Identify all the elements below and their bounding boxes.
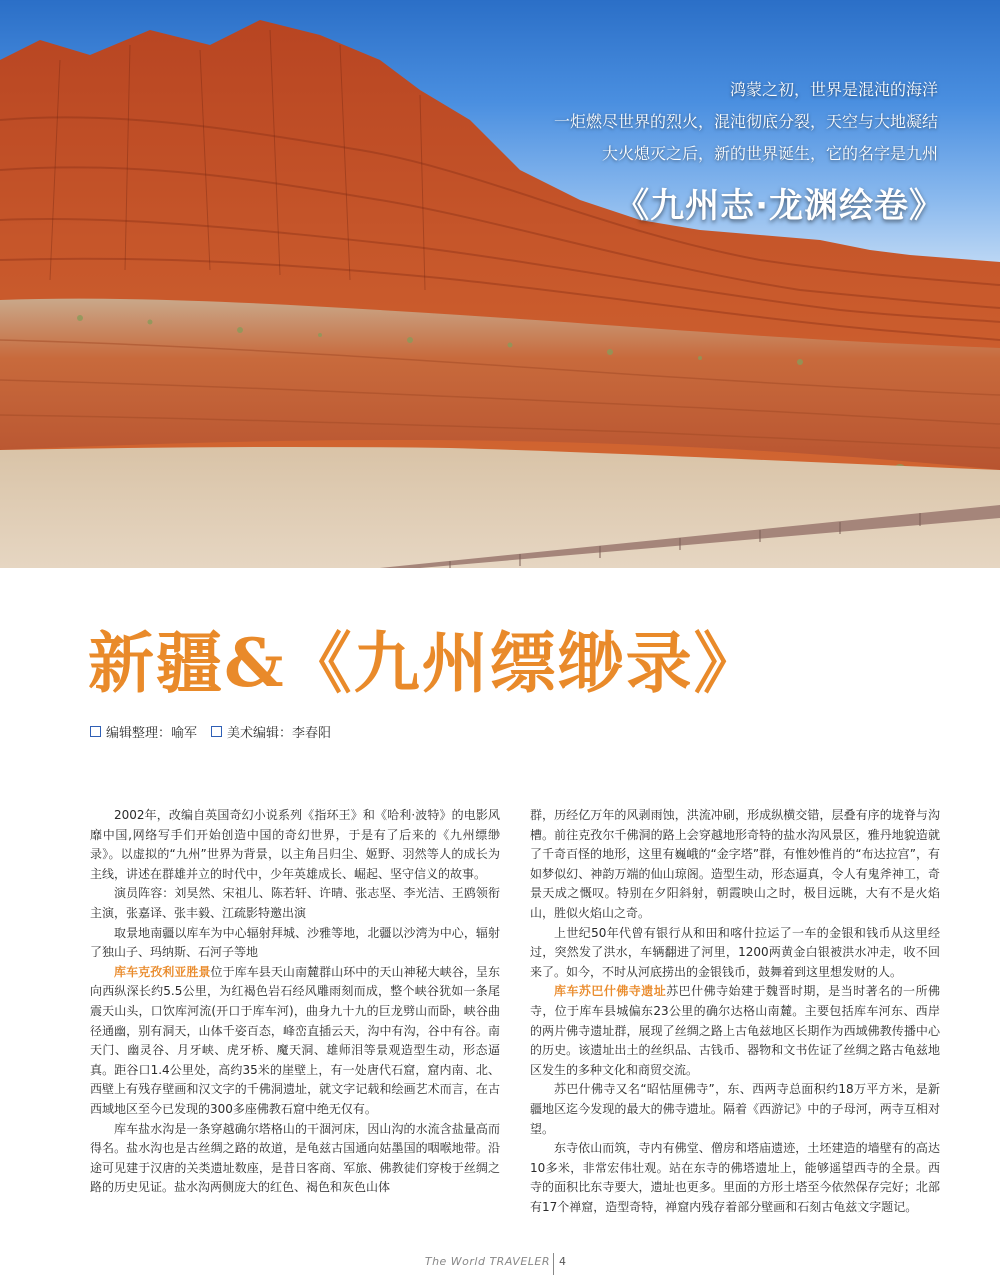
poem-line: 鸿蒙之初，世界是混沌的海洋	[729, 80, 938, 99]
paragraph-text: 位于库车县天山南麓群山环中的天山神秘大峡谷，呈东向西纵深长约5.5公里，为红褐色岩石经风雕雨刻而成，整个峡谷犹如一条尾震天山头，口饮库河流(开口于库车河)，曲身九十九的巨龙劈山而卧，峡谷曲径通幽，别有洞天，山体千姿百态，峰峦直插云天，沟中有沟，谷中有谷。南天门、幽灵谷、月牙峡、虎牙桥、魔天洞、雄师泪等景观造型生动，形态逼真。距谷口1.4公里处，高约35米的崖壁上，有一处唐代石窟，窟内南、北、西壁上有残存壁画和汉文字的千佛洞遗址，就文字记载和绘画艺术而言，在古西域地区至今已发现的300多座佛教石窟中绝无仅有。	[90, 964, 500, 1116]
paragraph	[530, 982, 940, 1080]
paragraph-text: 2002年，改编自英国奇幻小说系列《指环王》和《哈利·波特》的电影风靡中国,网络写手们开始创造中国的奇幻世界，于是有了后来的《九州缥缈录》。以虚拟的“九州”世界为背景，以主角吕归尘、姬野、羽然等人的成长为主线，讲述在群雄并立的时代中，少年英雄成长、崛起、坚守信义的故事。	[90, 808, 500, 881]
paragraph	[530, 1139, 940, 1217]
valley-floor	[0, 447, 1000, 568]
credit-art-editor	[211, 722, 331, 741]
credit-editor	[90, 722, 197, 741]
paragraph-text: 苏巴什佛寺又名“昭怙厘佛寺”，东、西两寺总面积约18万平方米，是新疆地区迄今发现的最大的佛寺遗址。隔着《西游记》中的子母河，两寺互相对望。	[530, 1082, 940, 1136]
page-footer	[0, 1253, 1000, 1277]
paragraph	[90, 963, 500, 1120]
paragraph-text: 上世纪50年代曾有银行从和田和喀什拉运了一车的金银和钱币从这里经过，突然发了洪水，车辆翻进了河里，1200两黄金白银被洪水冲走，收不回来了。如今，不时从河底捞出的金银钱币，鼓舞着到这里想发财的人。	[530, 925, 940, 979]
poem-line: 一炬燃尽世界的烈火，混沌彻底分裂，天空与大地凝结	[553, 112, 938, 131]
right-column	[530, 806, 940, 1217]
paragraph-text: 东寺依山而筑，寺内有佛堂、僧房和塔庙遗迹，土坯建造的墙壁有的高达10多米，非常宏伟壮观。站在东寺的佛塔遗址上，能够遥望西寺的全景。西寺的面积比东寺要大，遗址也更多。里面的方形土塔至今依然保存完好；北部有17个禅窟，造型奇特，禅窟内残存着部分壁画和石刻古龟兹文字题记。	[530, 1141, 940, 1214]
paragraph-highlight: 库车克孜利亚胜景	[114, 964, 211, 979]
hero-photo	[0, 0, 1000, 568]
paragraph	[530, 924, 940, 983]
paragraph	[90, 806, 500, 884]
article-title: 新疆&《九州缥缈录》	[88, 624, 762, 702]
paragraph-text: 取景地南疆以库车为中心辐射拜城、沙雅等地，北疆以沙湾为中心，辐射了独山子、玛纳斯、石河子等地	[90, 925, 500, 960]
square-bullet-icon	[90, 726, 101, 737]
paragraph	[90, 884, 500, 923]
square-bullet-icon	[211, 726, 222, 737]
poem-line: 大火熄灭之后，新的世界诞生，它的名字是九州	[601, 144, 938, 163]
paragraph-text: 演员阵容：刘昊然、宋祖儿、陈若轩、许晴、张志坚、李光洁、王鸥领衔主演，张嘉译、张丰毅、江疏影特邀出演	[90, 886, 500, 920]
credit-art-editor-text: 美术编辑：李春阳	[227, 726, 332, 741]
footer-divider	[553, 1253, 554, 1275]
paragraph-text: 库车盐水沟是一条穿越确尔塔格山的干涸河床，因山沟的水流含盐量高而得名。盐水沟也是古丝绸之路的故道，是龟兹古国通向姑墨国的咽喉地带。沿途可见建于汉唐的关类遗址数座，是昔日客商、军旅、佛教徒们穿梭于丝绸之路的历史见证。盐水沟两侧庞大的红色、褐色和灰色山体	[90, 1121, 500, 1195]
paragraph-text: 苏巴什佛寺始建于魏晋时期，是当时著名的一所佛寺，位于库车县城偏东23公里的确尔达格山南麓。主要包括库车河东、西岸的两片佛寺遗址群，展现了丝绸之路上古龟兹地区长期作为西域佛教传播中心的历史。该遗址出土的丝织品、古钱币、器物和文书佐证了丝绸之路古龟兹地区发生的多种文化和商贸交流。	[530, 984, 940, 1077]
left-column	[90, 806, 500, 1198]
hero-title: 《九州志·龙渊绘卷》	[615, 186, 944, 226]
paragraph-highlight: 库车苏巴什佛寺遗址	[554, 984, 667, 999]
paragraph	[90, 924, 500, 963]
credit-editor-text: 编辑整理：喻军	[106, 726, 198, 741]
hero-poem	[554, 74, 938, 170]
page-number: 4	[559, 1255, 566, 1268]
paragraph	[530, 1080, 940, 1139]
credits	[90, 722, 345, 741]
magazine-brand: The World TRAVELER	[424, 1255, 550, 1268]
paragraph-text: 群，历经亿万年的风剥雨蚀，洪流冲刷，形成纵横交错，层叠有序的垅脊与沟槽。前往克孜尔千佛洞的路上会穿越地形奇特的盐水沟风景区，雅丹地貌造就了千奇百怪的地形，这里有巍峨的“金字塔”群，有惟妙惟肖的“布达拉宫”，有如梦似幻、神韵万端的仙山琼阁。造型生动，形态逼真，令人有鬼斧神工，奇景天成之慨叹。特别在夕阳斜射，朝霞映山之时，极目远眺，大有不是火焰山，胜似火焰山之奇。	[530, 808, 940, 920]
paragraph	[90, 1120, 500, 1198]
paragraph	[530, 806, 940, 924]
